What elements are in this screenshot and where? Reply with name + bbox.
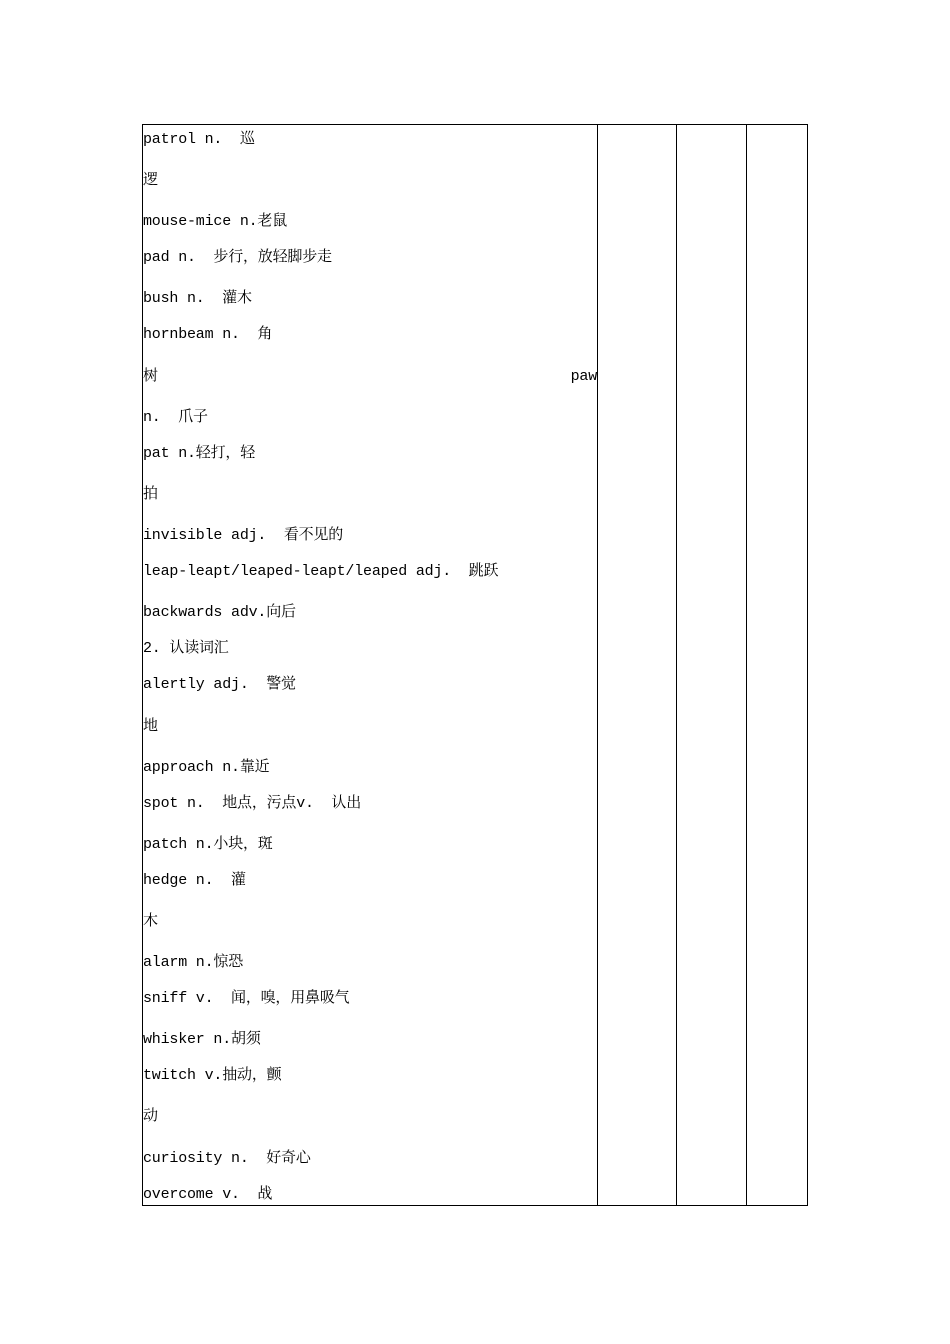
vocab-line: 地: [143, 718, 158, 735]
vocab-line: twitch v.抽动，颤: [143, 1067, 282, 1084]
vocab-line: curiosity n. 好奇心: [143, 1150, 311, 1167]
column-divider: [597, 125, 598, 1205]
vocab-line: overcome v. 战: [143, 1186, 273, 1203]
vocab-line: patch n.小块，斑: [143, 836, 273, 853]
vocab-line: alarm n.惊恐: [143, 954, 244, 971]
column-divider: [676, 125, 677, 1205]
vocab-line: pad n. 步行，放轻脚步走: [143, 249, 332, 266]
vocab-line: pat n.轻打，轻: [143, 445, 256, 462]
vocab-line: hornbeam n. 角: [143, 326, 273, 343]
vocab-line: bush n. 灌木: [143, 290, 252, 307]
vocab-line: 树: [143, 368, 158, 385]
vocab-line: 动: [143, 1108, 158, 1125]
vocab-line: n. 爪子: [143, 409, 208, 426]
vocab-line: invisible adj. 看不见的: [143, 527, 344, 544]
vocab-line: 逻: [143, 172, 158, 189]
vocab-line: approach n.靠近: [143, 759, 270, 776]
vocab-line: alertly adj. 警觉: [143, 676, 296, 693]
vocab-line: leap-leapt/leaped-leapt/leaped adj. 跳跃: [143, 563, 499, 580]
vocab-line: 木: [143, 913, 158, 930]
vocab-line: whisker n.胡须: [143, 1031, 261, 1048]
column-divider: [746, 125, 747, 1205]
vocabulary-cell: [143, 125, 597, 1205]
vocab-line: hedge n. 灌: [143, 872, 246, 889]
vocabulary-table: [142, 124, 808, 1206]
vocab-line: spot n. 地点，污点v. 认出: [143, 795, 362, 812]
vocab-line: sniff v. 闻，嗅，用鼻吸气: [143, 990, 350, 1007]
vocab-line: backwards adv.向后: [143, 604, 296, 621]
vocab-line: paw: [570, 368, 597, 385]
vocab-line: patrol n. 巡: [143, 131, 255, 148]
vocab-line: 拍: [143, 486, 158, 503]
section-heading: 2. 认读词汇: [143, 640, 229, 657]
vocab-line: mouse-mice n.老鼠: [143, 213, 288, 230]
